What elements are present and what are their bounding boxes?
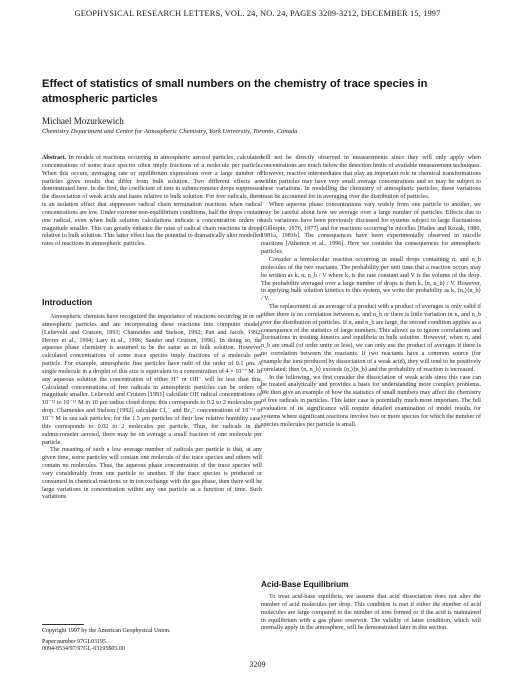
abstract-paragraph: [42, 155, 262, 249]
page-number: 3209: [249, 660, 266, 669]
paper-info: [42, 639, 125, 654]
paper-title: Effect of statistics of small numbers on the chemistry of trace species in atmospheric particles: [42, 78, 428, 105]
body-paragraph: will not be directly observed in measurements since they will only apply when concentrations are much below the detection limits of available measurement techniques. However, reactive intermediates that play an important role in chemical transformations within particles may have very small average concentrations and so may be subject to these variations. In modelling the chemistry of atmospheric particles, these variations must be accounted for in averaging over the distribution of particles.: [261, 155, 481, 201]
acid-base-body: [261, 594, 481, 633]
journal-header: GEOPHYSICAL RESEARCH LETTERS, VOL. 24, NO. 24, PAGES 3209-3212, DECEMBER 15, 1997: [74, 9, 441, 18]
abstract-label: Abstract.: [42, 155, 67, 161]
paper-number: Paper number 97GL03195.: [42, 639, 108, 645]
abstract-block: [42, 155, 262, 249]
body-paragraph: In the following, we first consider the dissociation of weak acids since this case can be treated analytically and provides a basis for understanding more complex problems. We then give an example of how the statistics of small numbers may affect the chemistry of free radicals in particles. This latter case is potentially much more important. The full evaluation of its significance will require detailed examination of model results for systems where significant reactions involve two or more species for which the number of species molecules per particle is small.: [261, 374, 481, 428]
intro-paragraph: Atmospheric chemists have recognized the importance of reactions occurring in or on atmospheric particles and are incorporating these reactions into computer models [Lelieveld and Crutzen, 1991; Chameides and Stelson, 1992; Pan and Jacob, 1992; Herzer et al., 1994; Lary et al., 1996; Sander and Crutzen, 1996]. In doing so, the aqueous phase chemistry is assumed to be the same as in bulk solution. However, calculated concentrations of some trace species imply fractions of a molecule per particle. For example, atmospheric fine particles have radii of the order of 0.1 μm. A single molecule in a droplet of this size is equivalent to a concentration of 4 × 10⁻⁷ M. In any aqueous solution the concentration of either H⁺ or OH⁻ will be less than this. Calculated concentrations of free radicals in atmospheric particles can be orders of magnitude smaller. Lelieveld and Crutzen [1991] calculate OH radical concentrations of 10⁻¹² to 10⁻¹³ M in 10 μm radius cloud drops; this corresponds to 0.2 to 2 molecules per drop. Chameides and Stelson [1992] calculate Cl₂⁻ and Br₂⁻ concentrations of 10⁻¹¹ to 10⁻⁹ M in sea salt particles; for the 1.5 μm particles of their low relative humidity case, this corresponds to 0.02 to 2 molecules per particle. Thus, for radicals in the submicrometer aerosol, there may be on average a small fraction of one molecule per particle.: [42, 314, 262, 446]
author-affiliation: Chemistry Department and Centre for Atmospheric Chemistry, York University, Toronto, Canada: [42, 128, 298, 135]
section-heading-introduction: Introduction: [42, 297, 93, 307]
author-name: Michael Mozurkewich: [42, 116, 124, 126]
right-column-body: [261, 155, 481, 430]
body-paragraph: Consider a bimolecular reaction occurring in small drops containing nₐ and n_b molecules of the two reactants. The probability per unit time that a reaction occurs may be written as kₐ nₐ n_b / V where kₐ is the rate constant and V is the volume of the drop. The probability averaged over a large number of drops is then kₐ ⟨nₐ n_b⟩ / V. However, in applying bulk solution kinetics to this system, we write the probability as kₐ ⟨nₐ⟩⟨n_b⟩ / V.: [261, 256, 481, 303]
section-heading-acid-base: Acid-Base Equilibrium: [261, 580, 349, 589]
body-paragraph: The replacement of an average of a product with a product of averages is only valid if either there is no correlation between nₐ and n_b or there is little variation in nₐ and n_b over the distribution of particles. If nₐ and n_b are large, the second condition applies as a consequence of the statistics of large numbers. This allows us to ignore correlations and fluctuations in treating kinetics and equilibria in bulk solution. However, when nₐ and n_b are small (of order unity or less), we can only use the product of averages if there is no correlation between the reactants. If two reactants have a common source (for example the ions produced by dissociation of a weak acid), they will tend to be positively correlated; then ⟨nₐ n_b⟩ exceeds ⟨nₐ⟩⟨n_b⟩ and the probability of reaction is increased.: [261, 304, 481, 373]
copyright-notice: Copyright 1997 by the American Geophysical Union.: [42, 628, 171, 634]
intro-paragraph: The meaning of such a low average number of radicals per particle is that, at any given time, some particles will contain one molecule of the trace species and others will contain no molecules. Thus, the aqueous phase concentration of the trace species will vary considerably from one particle to another. If the trace species is produced or consumed in chemical reactions or in ion exchange with the gas phase, then there will be large variations in concentration within any one particle as a function of time. Such variations: [42, 447, 262, 501]
issn-line: 0094-8534/97/97GL-03195$05.00: [42, 646, 125, 653]
introduction-body: [42, 314, 262, 502]
acid-base-paragraph: To treat acid-base equilibria, we assume that acid dissociation does not alter the number of acid molecules per drop. This condition is met if either the number of acid molecules are large compared to the number of ions formed or if the acid is maintained in equilibrium with a gas phase reservoir. The validity of latter condition, which will normally apply in the atmosphere, will be demonstrated later in this section.: [261, 594, 481, 632]
body-paragraph: When aqueous phase concentrations vary widely from one particle to another, we may be careful about how we average over a large number of particles. Effects due to such variations have been previously discussed for systems subject to large fluctuations [Gillespie, 1976, 1977] and for reactions occurring in micelles [Hatlee and Kozak, 1980, 1981a, 1981b]. The consequences have been experimentally observed in micelle reactions [Atherton et al., 1996]. Here we consider the consequences for atmospheric particles.: [261, 202, 481, 256]
abstract-text: In models of reactions occurring in atmospheric aerosol particles, calculated concentrations of some trace species often imply fractions of a molecule per particle. When this occurs, averaging rate or equilibrium expressions over a large number of particles gives results that differ from bulk solution. Two different effects are demonstrated here. In the first, the coefficient of ions in submicrometer drops suppresses the dissociation of weak acids and bases relative to bulk solution. For free radicals, there is an isolation effect that suppresses radical chain termination reactions when radical concentrations are low. Under extreme non-equilibrium conditions, half the drops contain one radical, even when bulk solution calculations indicate a concentration orders of magnitude smaller. This can greatly enhance the rates of radical chain reactions in drops relative to bulk solution. This latter effect has the potential to dramatically alter modelled rates of reactions in atmospheric particles.: [42, 155, 262, 248]
footnote-rule: [42, 624, 84, 625]
